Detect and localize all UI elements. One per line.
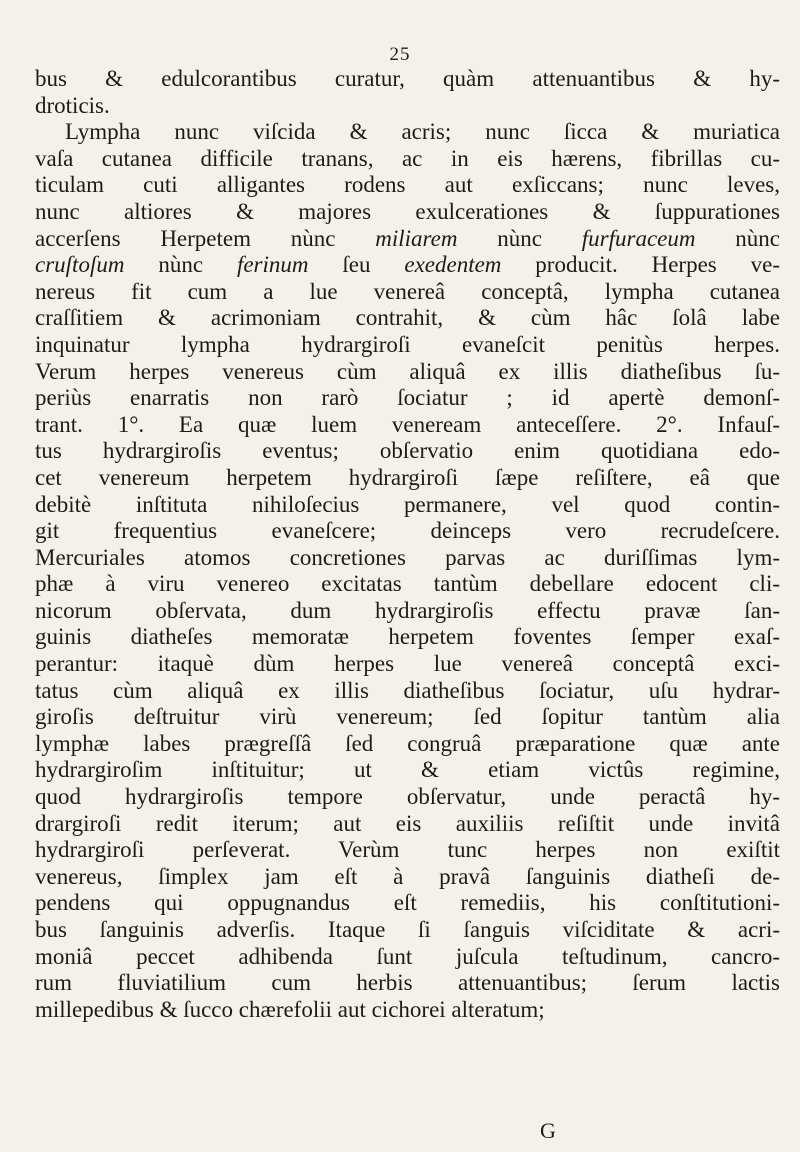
text-run: nunc altiores & majores exulcerationes & ſuppurationes [35, 198, 780, 224]
text-run: inquinatur lympha hydrargiroſi evaneſcit penitùs herpes. [35, 331, 780, 357]
text-line [35, 199, 780, 226]
text-line [35, 93, 780, 120]
text-line [35, 757, 780, 784]
text-run: tus hydrargiroſis eventus; obſervatio enim quotidiana edo- [35, 438, 780, 464]
text-line [35, 359, 780, 386]
text-line [35, 66, 780, 93]
text-run: pendens qui oppugnandus eſt remediis, his conſtitutioni- [35, 890, 780, 916]
text-run: git frequentius evaneſcere; deinceps vero recrudeſcere. [35, 518, 780, 544]
text-run: perantur: itaquè dùm herpes lue venereâ conceptâ exci- [35, 651, 780, 677]
text-run: nereus fit cum a lue venereâ conceptâ, lympha cutanea [35, 278, 780, 304]
text-line [35, 598, 780, 625]
text-line [35, 784, 780, 811]
text-run: Verum herpes venereus cùm aliquâ ex illis diatheſibus ſu- [35, 358, 780, 384]
text-line [35, 864, 780, 891]
text-run: nùnc [124, 252, 237, 278]
text-run: Lympha nunc viſcida & acris; nunc ſicca & muriatica [65, 119, 780, 145]
text-line [35, 492, 780, 519]
text-line [35, 226, 780, 253]
text-line [35, 731, 780, 758]
text-line [35, 704, 780, 731]
text-run: droticis. [35, 92, 110, 118]
text-run: phæ à viru venereo excitatas tantùm debellare edocent cli- [35, 571, 780, 597]
text-run: periùs enarratis non rarò ſociatur ; id apertè demonſ- [35, 385, 780, 411]
text-line [35, 811, 780, 838]
italic-term: miliarem [375, 225, 458, 251]
signature-mark: G [540, 1118, 556, 1143]
text-line [35, 944, 780, 971]
text-run: guinis diatheſes memoratæ herpetem foventes ſemper exaſ- [35, 624, 780, 650]
text-run: venereus, ſimplex jam eſt à pravâ ſanguinis diatheſi de- [35, 863, 780, 889]
text-line [35, 997, 780, 1024]
text-run: tatus cùm aliquâ ex illis diatheſibus ſociatur, uſu hydrar- [35, 677, 780, 703]
text-line [35, 465, 780, 492]
text-line [35, 651, 780, 678]
text-line [35, 545, 780, 572]
text-run: bus ſanguinis adverſis. Itaque ſi ſanguis viſciditate & acri- [35, 917, 780, 942]
text-line [35, 518, 780, 545]
text-line [35, 890, 780, 917]
text-run: moniâ peccet adhibenda ſunt juſcula teſtudinum, cancro- [35, 943, 780, 969]
text-run: trant. 1°. Ea quæ luem veneream anteceſſere. 2°. Infauſ- [35, 411, 780, 437]
text-run: vaſa cutanea difficile tranans, ac in eis hærens, fibrillas cu- [35, 145, 780, 171]
text-run: rum fluviatilium cum herbis attenuantibus; ſerum lactis [35, 970, 780, 996]
text-run: Mercuriales atomos concretiones parvas ac duriſſimas lym- [35, 544, 780, 570]
text-run: quod hydrargiroſis tempore obſervatur, unde peractâ hy- [35, 784, 780, 810]
text-run: ſeu [308, 252, 405, 278]
text-run: nicorum obſervata, dum hydrargiroſis effectu pravæ ſan- [35, 597, 780, 623]
text-run: ticulam cuti alligantes rodens aut exſiccans; nunc leves, [35, 172, 780, 198]
italic-term: exedentem [404, 252, 502, 278]
text-line [35, 970, 780, 997]
text-line [35, 438, 780, 465]
text-line [35, 119, 780, 146]
italic-term: furfuraceum [581, 225, 696, 251]
text-run: millepedibus & ſucco chærefolii aut cichorei alteratum; [35, 996, 545, 1022]
text-line [35, 624, 780, 651]
text-run: nùnc [457, 225, 582, 251]
text-run: giroſis deſtruitur virù venereum; ſed ſopitur tantùm alia [35, 704, 780, 730]
text-line [35, 837, 780, 864]
italic-term: cruſtoſum [35, 252, 125, 278]
text-run: cet venereum herpetem hydrargiroſi ſæpe reſiſtere, eâ que [35, 464, 780, 490]
text-line [35, 412, 780, 439]
italic-term: ferinum [236, 252, 309, 278]
text-run: lymphæ labes prægreſſâ ſed congruâ præparatione quæ ante [35, 730, 780, 756]
text-run: debitè inſtituta nihiloſecius permanere, vel quod contin- [35, 491, 780, 517]
text-line [35, 385, 780, 412]
text-run: nùnc [695, 225, 780, 251]
text-line [35, 332, 780, 359]
text-line [35, 146, 780, 173]
page-number: 25 [389, 44, 411, 65]
text-run: drargiroſi redit iterum; aut eis auxiliis reſiſtit unde invitâ [35, 810, 780, 836]
text-line [35, 678, 780, 705]
text-run: hydrargiroſim inſtituitur; ut & etiam victûs regimine, [35, 757, 780, 783]
text-run: producit. Herpes ve- [501, 252, 780, 278]
text-run: bus & edulcorantibus curatur, quàm attenuantibus & hy- [35, 66, 780, 91]
text-line [35, 279, 780, 306]
text-line [35, 172, 780, 199]
text-line [35, 571, 780, 598]
text-line [35, 917, 780, 944]
body-text [35, 66, 780, 1023]
text-run: craſſitiem & acrimoniam contrahit, & cùm hâc ſolâ labe [35, 305, 780, 331]
text-run: hydrargiroſi perſeverat. Verùm tunc herpes non exiſtit [35, 837, 780, 863]
text-line [35, 252, 780, 279]
text-line [35, 305, 780, 332]
text-run: accerſens Herpetem nùnc [35, 225, 376, 251]
